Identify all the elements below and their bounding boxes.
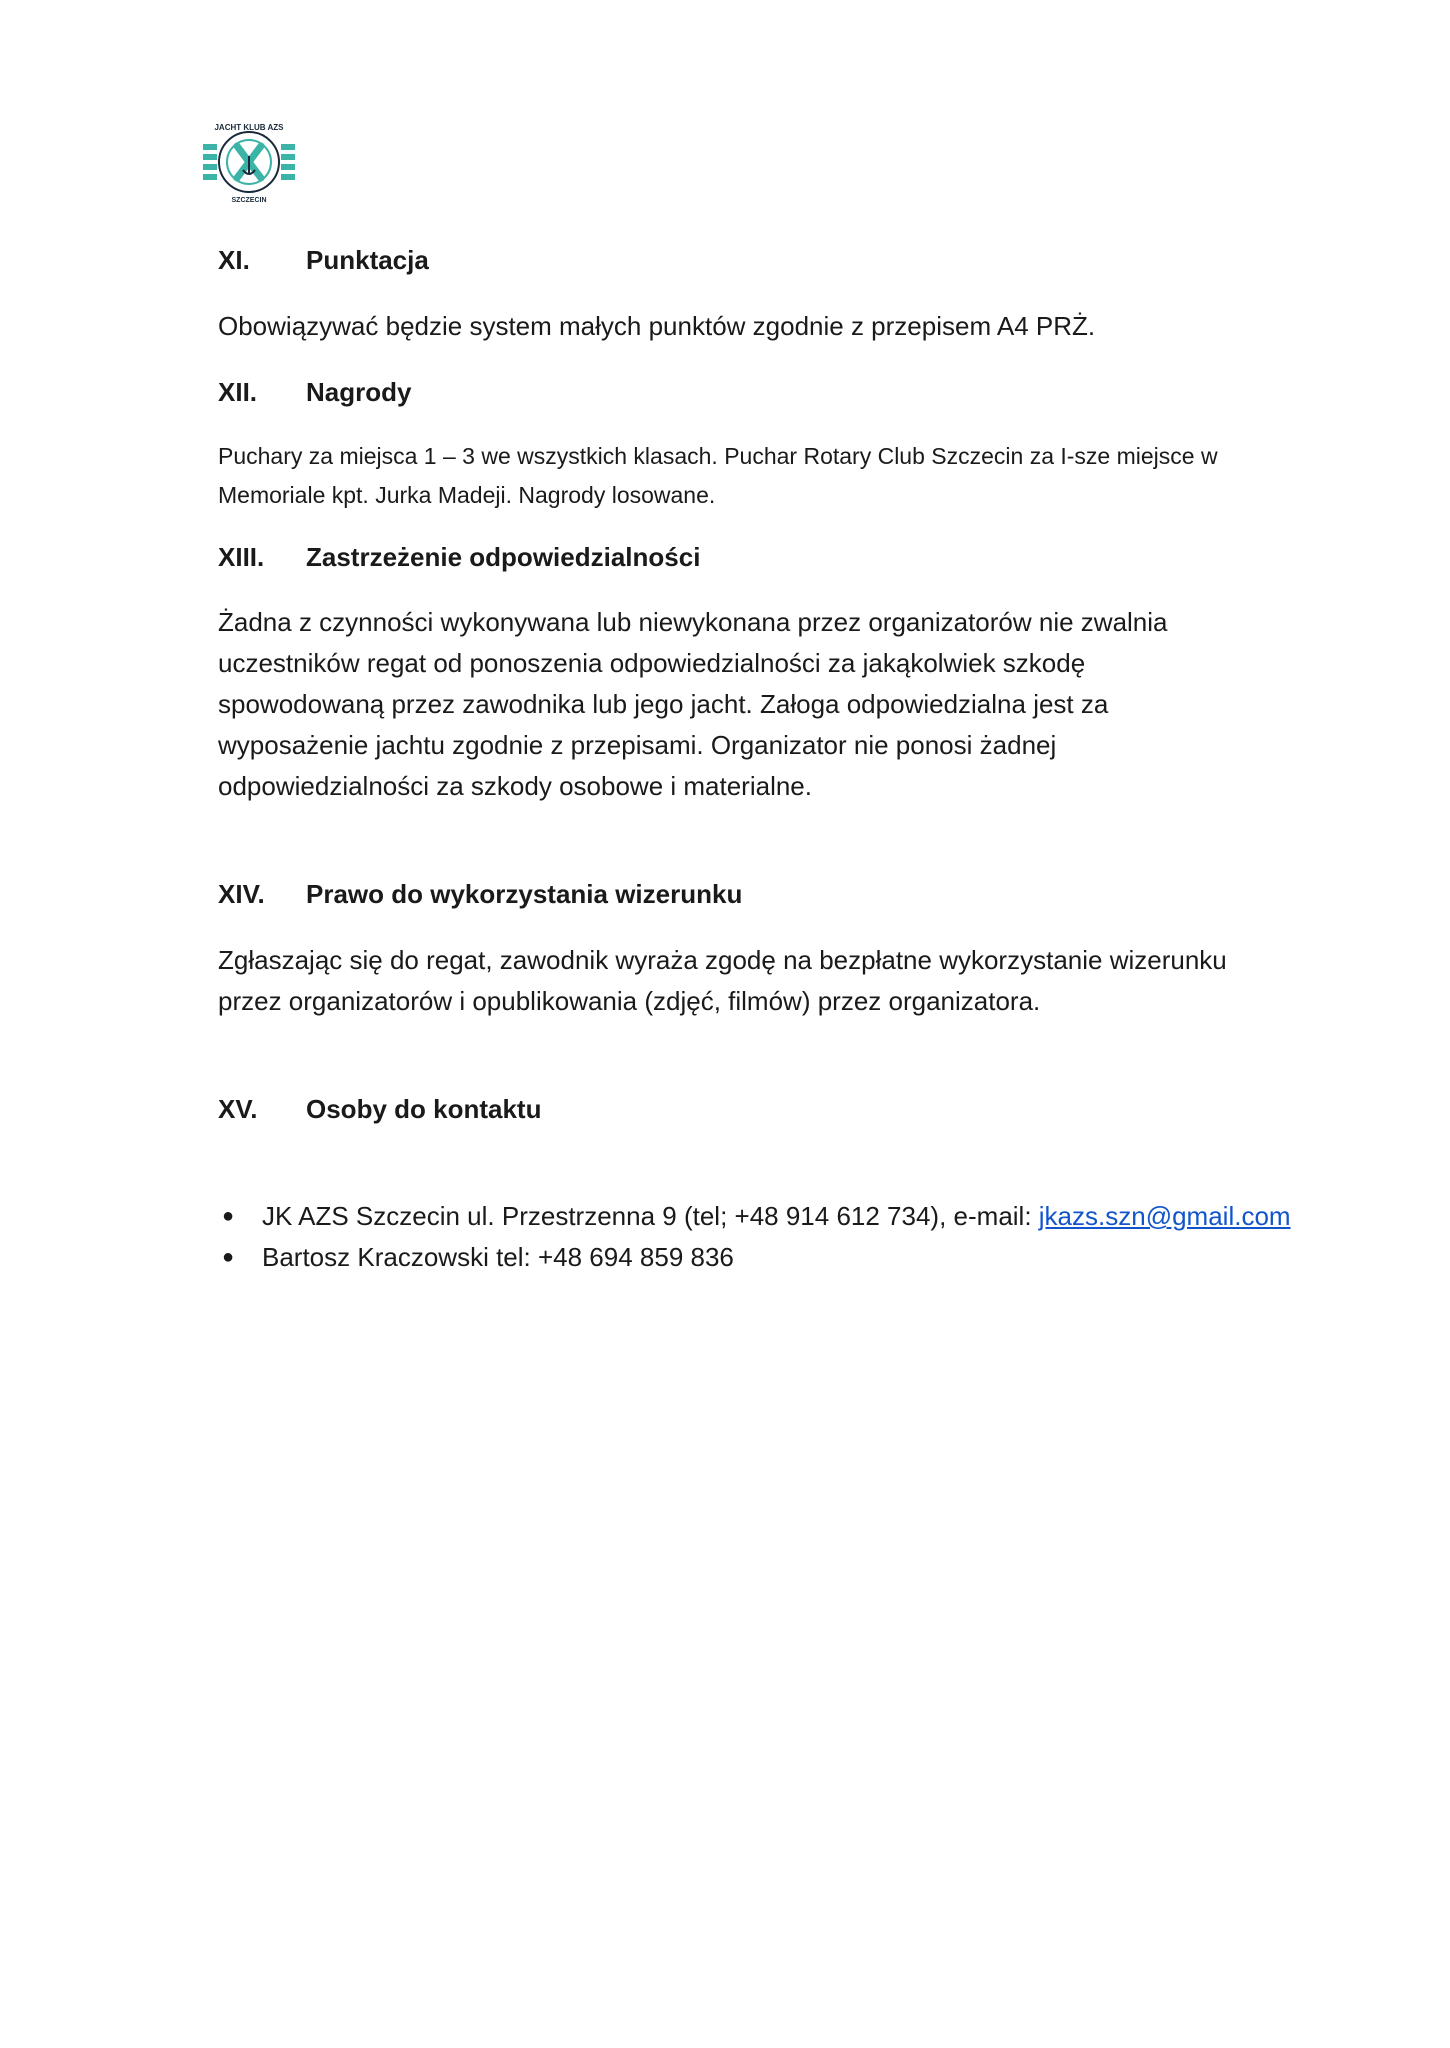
section-title: Osoby do kontaktu — [306, 1094, 542, 1124]
section-number: XIV. — [218, 879, 265, 909]
punktacja-paragraph — [218, 306, 1288, 347]
paragraph-line: spowodowaną przez zawodnika lub jego jacht. Załoga odpowiedzialna jest za — [218, 689, 1109, 719]
bullet-icon: ● — [222, 1246, 235, 1268]
section-number: XV. — [218, 1094, 258, 1124]
paragraph-line: Puchary za miejsca 1 – 3 we wszystkich klasach. Puchar Rotary Club Szczecin za I-sze miejsce w — [218, 443, 1218, 469]
section-number: XI. — [218, 245, 250, 275]
contact-list — [218, 1196, 1291, 1278]
club-logo — [201, 116, 297, 206]
section-heading-wizerunek — [218, 878, 742, 910]
contact-text: JK AZS Szczecin ul. Przestrzenna 9 (tel; +48 914 612 734), e-mail: — [262, 1201, 1039, 1231]
wizerunek-paragraph — [218, 940, 1288, 1022]
section-heading-nagrody — [218, 376, 411, 408]
section-heading-zastrzezenie — [218, 541, 700, 573]
paragraph-line: przez organizatorów i opublikowania (zdjęć, filmów) przez organizatora. — [218, 986, 1041, 1016]
bullet-icon: ● — [222, 1205, 235, 1227]
contact-item — [218, 1196, 1291, 1237]
section-title: Zastrzeżenie odpowiedzialności — [306, 542, 701, 572]
section-title: Prawo do wykorzystania wizerunku — [306, 879, 743, 909]
paragraph-line: odpowiedzialności za szkody osobowe i materialne. — [218, 771, 812, 801]
logo-text-bottom: SZCZECIN — [231, 197, 267, 204]
contact-item — [218, 1237, 1291, 1278]
nagrody-paragraph — [218, 437, 1288, 515]
section-number: XIII. — [218, 542, 265, 572]
section-number: XII. — [218, 377, 258, 407]
paragraph-line: Żadna z czynności wykonywana lub niewykonana przez organizatorów nie zwalnia — [218, 607, 1168, 637]
section-heading-punktacja — [218, 244, 429, 276]
section-title: Nagrody — [306, 377, 412, 407]
paragraph-line: Zgłaszając się do regat, zawodnik wyraża zgodę na bezpłatne wykorzystanie wizerunku — [218, 945, 1227, 975]
zastrzezenie-paragraph — [218, 602, 1288, 807]
email-link[interactable]: jkazs.szn@gmail.com — [1038, 1201, 1291, 1231]
club-logo-graphic — [201, 116, 297, 206]
section-title: Punktacja — [306, 245, 429, 275]
paragraph-line: Obowiązywać będzie system małych punktów zgodnie z przepisem A4 PRŻ. — [218, 311, 1096, 341]
paragraph-line: uczestników regat od ponoszenia odpowiedzialności za jakąkolwiek szkodę — [218, 648, 1086, 678]
paragraph-line: Memoriale kpt. Jurka Madeji. Nagrody losowane. — [218, 482, 716, 508]
logo-text-top: JACHT KLUB AZS — [214, 123, 284, 132]
paragraph-line: wyposażenie jachtu zgodnie z przepisami. Organizator nie ponosi żadnej — [218, 730, 1057, 760]
section-heading-kontakt — [218, 1093, 541, 1125]
contact-text: Bartosz Kraczowski tel: +48 694 859 836 — [262, 1242, 734, 1272]
